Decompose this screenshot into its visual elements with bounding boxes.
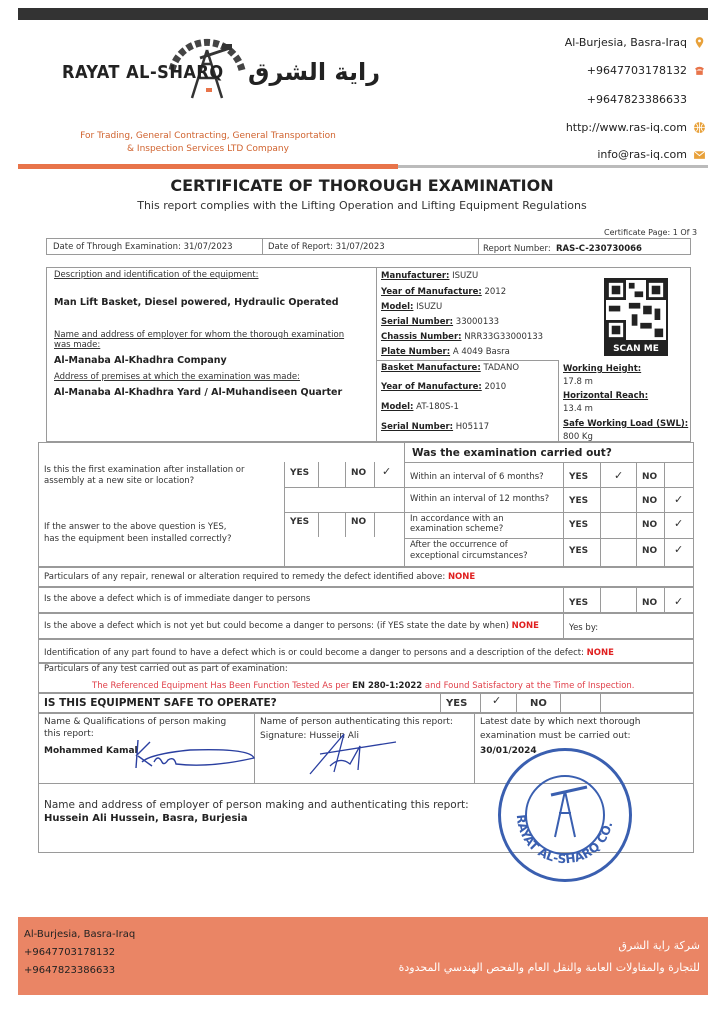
company-tagline: For Trading, General Contracting, General Transportation & Inspection Services LTD Company [80,131,336,154]
interval-12: Within an interval of 12 months? [410,494,550,504]
contact-phone1: +9647703178132 [587,64,706,77]
premises-value: Al-Manaba Al-Khadhra Yard / Al-Muhandiseen Quarter [54,387,343,398]
exam-questions-block [38,442,694,567]
q1-no-check: ✓ [382,465,392,478]
footer-phone1: +9647703178132 [24,947,116,958]
contact-website[interactable]: http://www.ras-iq.com [566,121,706,134]
identify-text: Identification of any part found to have a defect which is or could become a danger to persons and a description of the defect: NONE [44,648,614,658]
immediate-no-check: ✓ [674,595,684,608]
premises-label: Address of premises at which the examination was made: [54,372,300,382]
swl: 800 Kg [563,432,593,442]
auth-signature-icon [300,726,400,778]
working-height: 17.8 m [563,377,593,387]
working-height-label: Working Height: [563,364,642,374]
footer-ar-desc: للتجارة والمقاولات العامة والنقل العام والفحص الهندسي المحدودة [398,961,700,974]
q-installed-correctly: If the answer to the above question is YES, [44,522,227,532]
svg-text:RAYAT AL-SHARQ CO.: RAYAT AL-SHARQ CO. [513,813,616,867]
plate: A 4049 Basra [452,347,510,357]
swl-label: Safe Working Load (SWL): [563,419,689,429]
carried-out-heading: Was the examination carried out? [412,447,612,459]
contact-email[interactable]: info@ras-iq.com [597,148,706,161]
contact-phone2: +9647823386633 [586,93,687,106]
header-divider-grey [398,165,708,168]
i12-no-check: ✓ [674,493,684,506]
serial: 33000133 [455,317,500,327]
logo-text-en: RAYAT AL-SHARQ [62,62,224,83]
employer-value: Al-Manaba Al-Khadhra Company [54,355,227,366]
yes-by: Yes by: [569,623,599,633]
safe-question: IS THIS EQUIPMENT SAFE TO OPERATE? [44,697,277,709]
desc-label: Description and identification of the equipment: [54,270,259,280]
location-pin-icon [693,36,706,49]
immediate-danger-text: Is the above a defect which is of immediate danger to persons [44,594,311,604]
certificate-page: Certificate Page: 1 Of 3 [604,228,698,237]
footer-ar-name: شركة راية الشرق [618,939,700,952]
chassis: NRR33G33000133 [464,332,544,342]
qr-code-icon[interactable] [604,278,668,342]
basket-serial: H05117 [455,422,490,432]
globe-icon [693,121,706,134]
contact-address: Al-Burjesia, Basra-Iraq [565,36,706,49]
report-date: Date of Report: 31/07/2023 [268,242,385,252]
notyet-text: Is the above a defect which is not yet but could become a danger to persons: (if YES state the date by when) NONE [44,621,539,631]
footer-address: Al-Burjesia, Basra-Iraq [24,929,136,940]
model: ISUZU [416,302,443,312]
signature-label: Signature: Hussein Ali [260,731,359,741]
manufacturer: ISUZU [452,271,479,281]
phone-icon [693,64,706,77]
basket-year: 2010 [484,382,507,392]
scheme: In accordance with an [410,514,504,524]
footer-banner [18,917,708,995]
i6-yes-check: ✓ [614,469,624,482]
scheme-no-check: ✓ [674,517,684,530]
basket-manufacturer: TADANO [483,363,520,373]
maker-signature-icon [130,734,260,774]
logo-text-ar: راية الشرق [248,58,381,86]
test-text: The Referenced Equipment Has Been Function Tested As per EN 280-1:2022 and Found Satisfactory at the Time of Inspection. [92,681,635,691]
company-stamp-icon [498,748,632,882]
test-label: Particulars of any test carried out as part of examination: [44,664,288,674]
maker-label: Name & Qualifications of person making [44,717,227,727]
exam-date: Date of Through Examination: 31/07/2023 [53,242,233,252]
email-icon [693,148,706,161]
interval-6: Within an interval of 6 months? [410,472,544,482]
horizontal-reach-label: Horizontal Reach: [563,391,649,401]
employer-label: Name and address of employer for whom the thorough examination [54,330,345,340]
horizontal-reach: 13.4 m [563,404,593,414]
exceptional: After the occurrence of [410,540,508,550]
repair-text: Particulars of any repair, renewal or alteration required to remedy the defect identified above: NONE [44,572,476,582]
next-exam-date: 30/01/2024 [480,746,537,756]
certificate-title: CERTIFICATE OF THOROUGH EXAMINATION [170,176,554,195]
auth-label: Name of person authenticating this report: [260,717,453,727]
top-bar [18,8,708,20]
report-number: RAS-C-230730066 [556,244,642,254]
desc-value: Man Lift Basket, Diesel powered, Hydraulic Operated [54,297,339,308]
maker-name: Mohammed Kamal [44,746,138,756]
q-first-exam: Is this the first examination after installation or [44,465,245,475]
scan-me-label: SCAN ME [604,342,668,356]
header-divider-orange [18,164,398,169]
basket-model: AT-180S-1 [416,402,459,412]
year: 2012 [484,287,507,297]
next-exam-label: Latest date by which next thorough [480,717,641,727]
employer-maker-label: Name and address of employer of person making and authenticating this report: [44,799,469,811]
exc-no-check: ✓ [674,543,684,556]
footer-phone2: +9647823386633 [24,965,116,976]
safe-yes-check: ✓ [492,694,502,707]
report-number-label: Report Number: [483,244,551,254]
employer-maker: Hussein Ali Hussein, Basra, Burjesia [44,813,248,824]
certificate-subtitle: This report complies with the Lifting Operation and Lifting Equipment Regulations [137,199,587,212]
